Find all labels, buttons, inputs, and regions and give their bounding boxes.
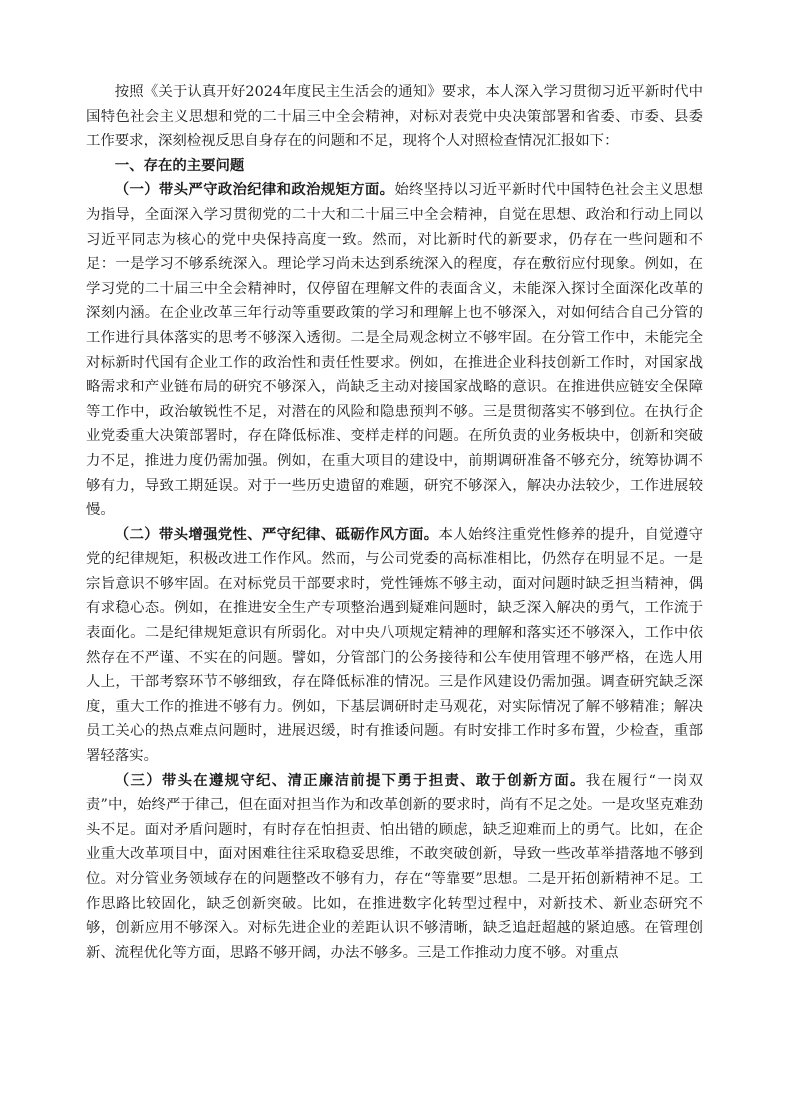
- item-body: 我在履行“一岗双责”中，始终严于律己，但在面对担当作为和改革创新的要求时，尚有不足之处。一是攻坚克难劲头不足。面对矛盾问题时，有时存在怕担责、怕出错的顾虑，缺乏迎难而上的勇气。比如，在企业重大改革项目中，面对困难往往采取稳妥思维，不敢突破创新，导致一些改革举措落地不够到位。对分管业务领域存在的问题整改不够有力，存在“等靠要”思想。二是开拓创新精神不足。工作思路比较固化，缺乏创新突破。比如，在推进数字化转型过程中，对新技术、新业态研究不够，创新应用不够深入。对标先进企业的差距认识不够清晰，缺乏追赶超越的紧迫感。在管理创新、流程优化等方面，思路不够开阔，办法不够多。三是工作推动力度不够。对重点: [86, 772, 703, 961]
- paragraph-item-3: [86, 769, 703, 966]
- item-body: 本人始终注重党性修养的提升，自觉遵守党的纪律规矩，积极改进工作作风。然而，与公司党委的高标准相比，仍然存在明显不足。一是宗旨意识不够牢固。在对标党员干部要求时，党性锤炼不够主动，面对问题时缺乏担当精神，偶有求稳心态。例如，在推进安全生产专项整治遇到疑难问题时，缺乏深入解决的勇气，工作流于表面化。二是纪律规矩意识有所弱化。对中央八项规定精神的理解和落实还不够深入，工作中依然存在不严谨、不实在的问题。譬如，分管部门的公务接待和公车使用管理不够严格，在选人用人上，干部考察环节不够细致，存在降低标准的情况。三是作风建设仍需加强。调查研究缺乏深度，重大工作的推进不够有力。例如，下基层调研时走马观花，对实际情况了解不够精准；解决员工关心的热点难点问题时，进展迟缓，时有推诿问题。有时安排工作时多布置，少检查，重部署轻落实。: [86, 526, 703, 765]
- item-heading: （二）带头增强党性、严守纪律、砥砺作风方面。: [114, 525, 439, 543]
- document-body: [86, 80, 703, 965]
- intro-paragraph: 按照《关于认真开好2024年度民主生活会的通知》要求，本人深入学习贯彻习近平新时代中国特色社会主义思想和党的二十届三中全会精神，对标对表党中央决策部署和省委、市委、县委工作要求，深刻检视反思自身存在的问题和不足，现将个人对照检查情况汇报如下：: [86, 84, 703, 150]
- item-body: 始终坚持以习近平新时代中国特色社会主义思想为指导，全面深入学习贯彻党的二十大和二十届三中全会精神，自觉在思想、政治和行动上同以习近平同志为核心的党中央保持高度一致。然而，对比新时代的新要求，仍存在一些问题和不足：一是学习不够系统深入。理论学习尚未达到系统深入的程度，存在敷衍应付现象。例如，在学习党的二十届三中全会精神时，仅停留在理解文件的表面含义，未能深入探讨全面深化改革的深刻内涵。在企业改革三年行动等重要政策的学习和理解上也不够深入，对如何结合自己分管的工作进行具体落实的思考不够深入透彻。二是全局观念树立不够牢固。在分管工作中，未能完全对标新时代国有企业工作的政治性和责任性要求。例如，在推进企业科技创新工作时，对国家战略需求和产业链布局的研究不够深入，尚缺乏主动对接国家战略的意识。在推进供应链安全保障等工作中，政治敏锐性不足，对潜在的风险和隐患预判不够。三是贯彻落实不够到位。在执行企业党委重大决策部署时，存在降低标准、变样走样的问题。在所负责的业务板块中，创新和突破力不足，推进力度仍需加强。例如，在重大项目的建设中，前期调研准备不够充分，统筹协调不够有力，导致工期延误。对于一些历史遗留的难题，研究不够深入，解决办法较少，工作进展较慢。: [86, 182, 703, 519]
- paragraph-item-1: [86, 178, 703, 522]
- section-heading: 一、存在的主要问题: [114, 156, 245, 174]
- item-heading: （一）带头严守政治纪律和政治规矩方面。: [114, 181, 395, 199]
- item-heading: （三）带头在遵规守纪、清正廉洁前提下勇于担责、敢于创新方面。: [114, 771, 586, 789]
- paragraph-item-2: [86, 523, 703, 769]
